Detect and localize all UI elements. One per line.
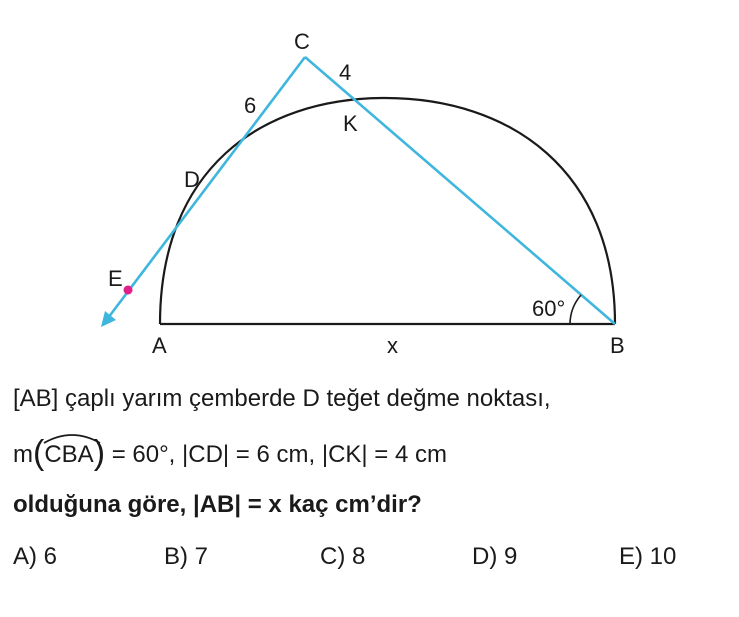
label-a: A bbox=[152, 333, 167, 358]
measure-symbol: m bbox=[13, 441, 33, 468]
question-line-2-rest: = 60°, |CD| = 6 cm, |CK| = 4 cm bbox=[111, 441, 447, 468]
question-line-2 bbox=[13, 436, 447, 470]
semicircle-arc bbox=[160, 98, 615, 324]
label-angle: 60° bbox=[532, 296, 566, 321]
option-e[interactable]: E) 10 bbox=[619, 543, 677, 570]
label-ab-length: x bbox=[387, 333, 398, 358]
label-cd-length: 6 bbox=[244, 93, 257, 118]
label-ck-length: 4 bbox=[339, 60, 352, 85]
question-line-3: olduğuna göre, |AB| = x kaç cm’dir? bbox=[13, 491, 422, 518]
option-d[interactable]: D) 9 bbox=[472, 543, 518, 570]
angle-cba-text: CBA bbox=[44, 441, 94, 468]
label-d: D bbox=[184, 167, 200, 192]
label-b: B bbox=[610, 333, 625, 358]
option-b[interactable]: B) 7 bbox=[164, 543, 209, 570]
point-e-dot bbox=[124, 286, 133, 295]
secant-line-cb bbox=[305, 57, 615, 324]
question-line-1: [AB] çaplı yarım çemberde D teğet değme noktası, bbox=[13, 385, 551, 412]
option-a[interactable]: A) 6 bbox=[13, 543, 58, 570]
angle-arc-b bbox=[570, 295, 581, 324]
paren-open: ( bbox=[33, 434, 45, 472]
tangent-line-ce bbox=[108, 57, 305, 318]
answer-options bbox=[13, 543, 713, 575]
label-e: E bbox=[108, 266, 123, 291]
label-c: C bbox=[294, 29, 310, 54]
paren-close: ) bbox=[93, 434, 106, 472]
label-k: K bbox=[343, 111, 358, 136]
tangent-arrow-head bbox=[101, 311, 116, 327]
angle-cba bbox=[44, 440, 93, 470]
option-c[interactable]: C) 8 bbox=[320, 543, 366, 570]
